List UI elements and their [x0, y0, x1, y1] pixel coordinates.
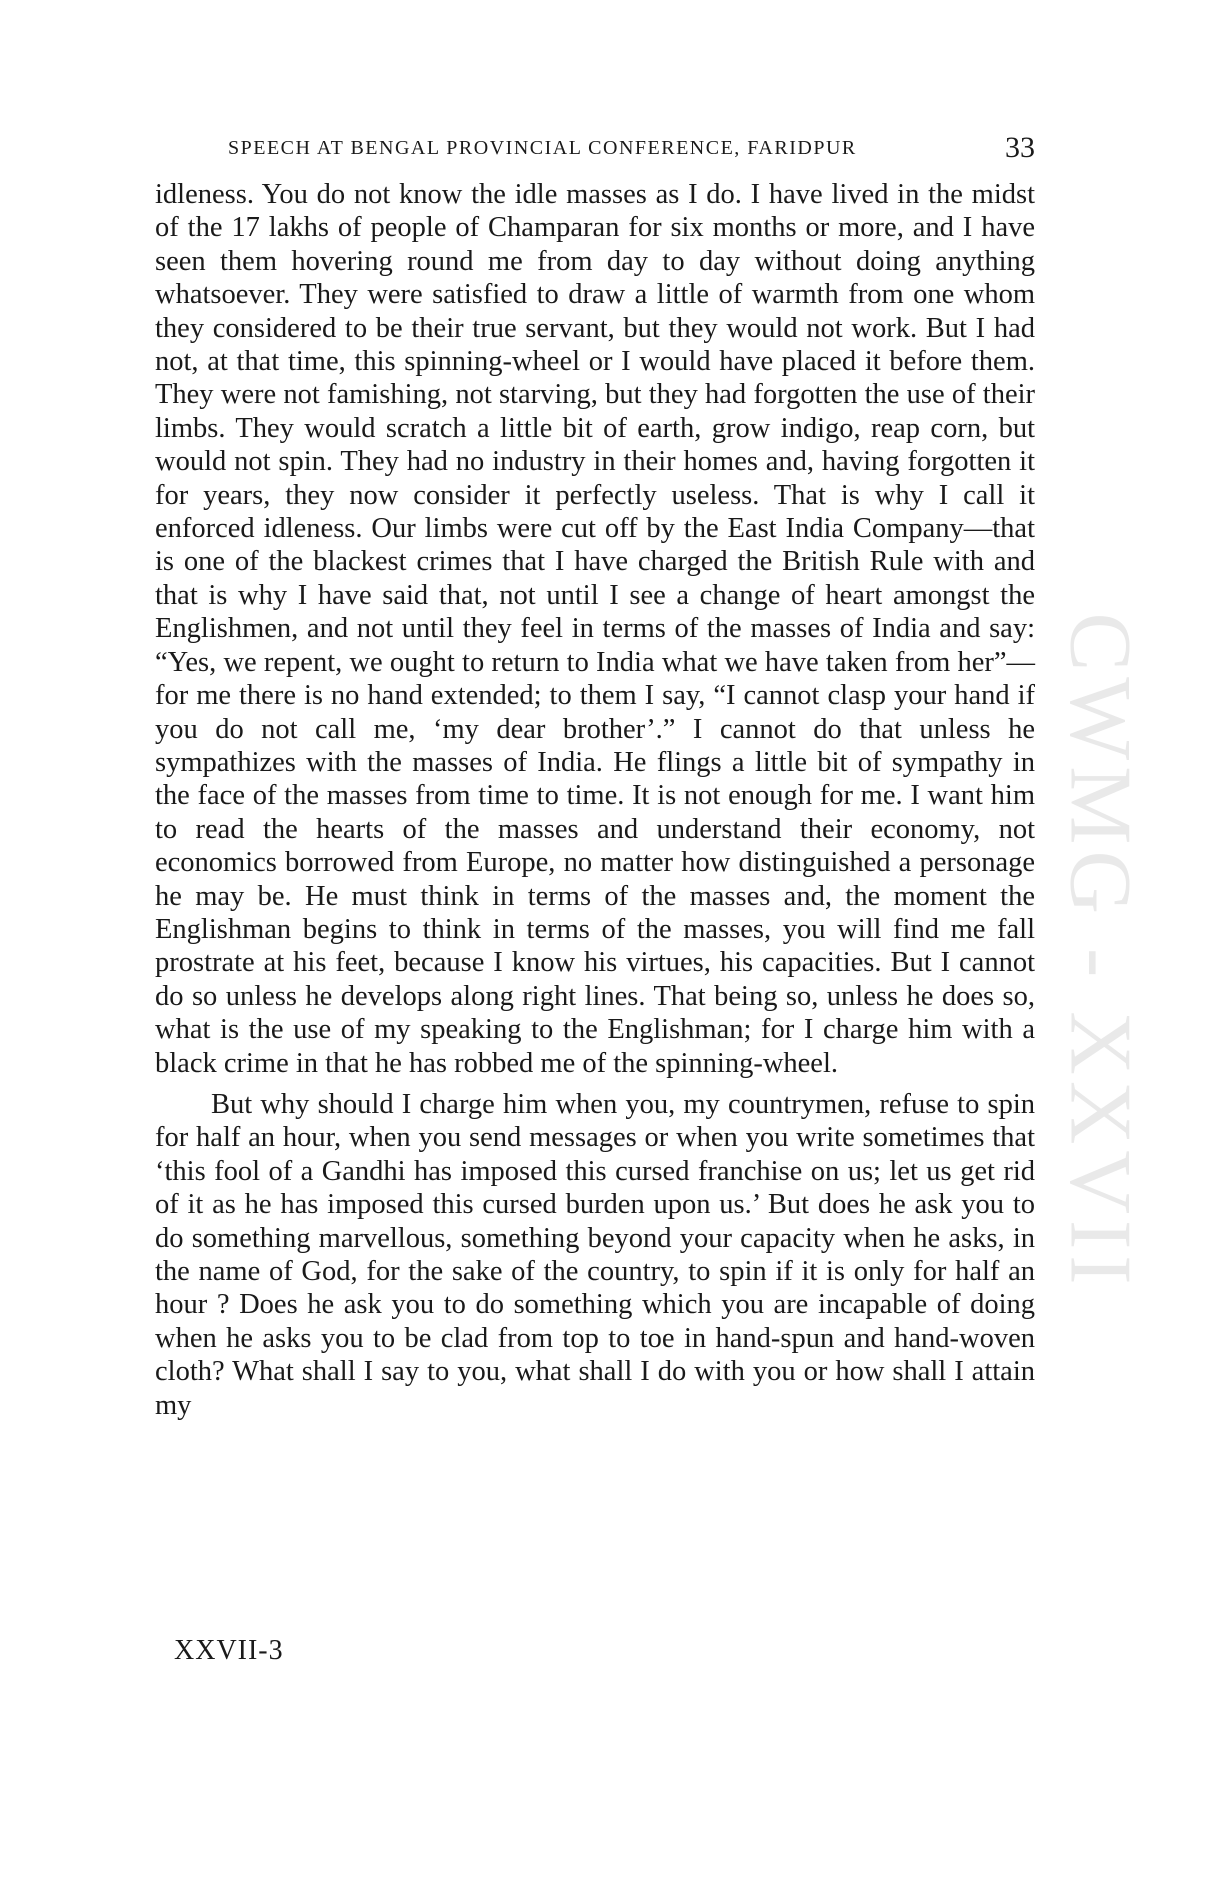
paragraph-1: idleness. You do not know the idle masses as I do. I have lived in the midst of the 17 lakhs of people of Champaran for six months or more, and I have seen them hovering round me from day to day without doing anything whatsoever. They were satisfied to draw a little of warmth from one whom they considered to be their true servant, but they would not work. But I had not, at that time, this spinning-wheel or I would have placed it before them. They were not famishing, not starving, but they had forgotten the use of their limbs. They would scratch a little bit of earth, grow indigo, reap corn, but would not spin. They had no industry in their homes and, having forgotten it for years, they now consider it perfectly useless. That is why I call it enforced idleness. Our limbs were cut off by the East India Company—that is one of the blackest crimes that I have charged the British Rule with and that is why I have said that, not until I see a change of heart amongst the Englishmen, and not until they feel in terms of the masses of India and say: “Yes, we repent, we ought to return to India what we have taken from her”—for me there is no hand extended; to them I say, “I cannot clasp your hand if you do not call me, ‘my dear brother’.” I cannot do that unless he sympathizes with the masses of India. He flings a little bit of sympathy in the face of the masses from time to time. It is not enough for me. I want him to read the hearts of the masses and understand their economy, not economics borrowed from Europe, no matter how distinguished a personage he may be. He must think in terms of the masses and, the moment the Englishman begins to think in terms of the masses, you will find me fall prostrate at his feet, because I know his virtues, his capacities. But I cannot do so unless he develops along right lines. That being so, unless he does so, what is the use of my speaking to the Englishman; for I charge him with a black crime in that he has robbed me of the spinning-wheel.: [155, 179, 1035, 1079]
page-header: [157, 131, 1035, 171]
paragraph-2: But why should I charge him when you, my countrymen, refuse to spin for half an hour, when you send messages or when you write sometimes that ‘this fool of a Gandhi has imposed this cursed franchise on us; let us get rid of it as he has imposed this cursed burden upon us.’ But does he ask you to do something marvellous, something beyond your capacity when he asks, in the name of God, for the sake of the country, to spin if it is only for half an hour ? Does he ask you to do something which you are incapable of doing when he asks you to be clad from top to toe in hand-spun and hand-woven cloth? What shall I say to you, what shall I do with you or how shall I attain my: [155, 1088, 1035, 1421]
watermark: [1051, 436, 1149, 1466]
running-head: SPEECH AT BENGAL PROVINCIAL CONFERENCE, FARIDPUR: [228, 137, 857, 159]
body-text: [155, 178, 1035, 1422]
watermark-text: CWMG - XXVII: [1051, 611, 1149, 1291]
signature-mark: XXVII-3: [174, 1635, 284, 1666]
page-number: 33: [1005, 131, 1035, 164]
